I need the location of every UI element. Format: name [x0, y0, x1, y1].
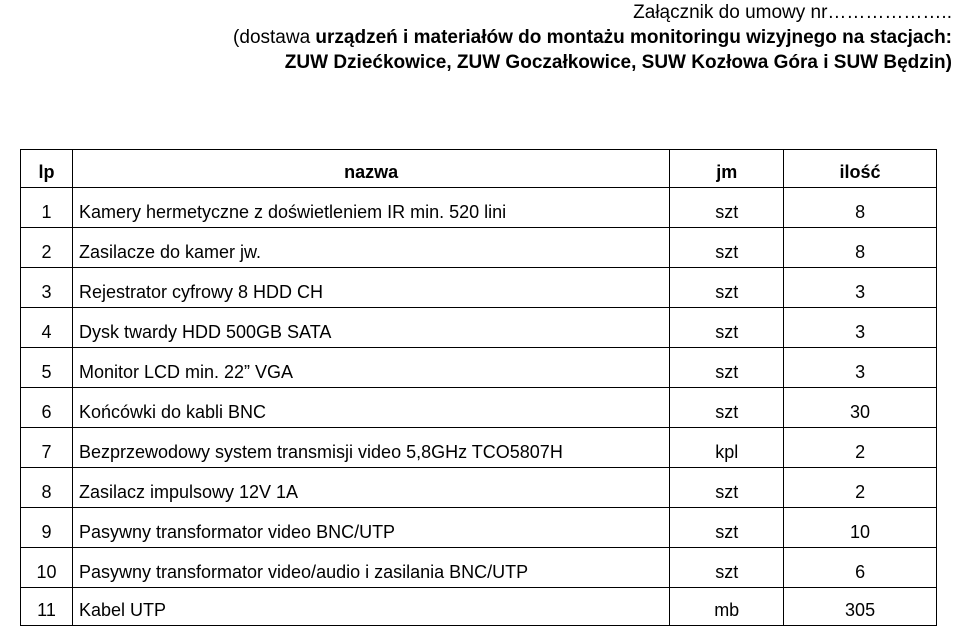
row-unit: kpl [670, 428, 784, 468]
row-lp: 6 [21, 388, 73, 428]
table-row [21, 428, 937, 468]
row-unit: szt [670, 548, 784, 588]
row-lp: 3 [21, 268, 73, 308]
row-lp: 1 [21, 188, 73, 228]
row-lp: 5 [21, 348, 73, 388]
equipment-table [20, 149, 937, 626]
row-unit: szt [670, 508, 784, 548]
row-quantity: 6 [784, 548, 937, 588]
row-name: Końcówki do kabli BNC [72, 388, 669, 428]
row-unit: szt [670, 268, 784, 308]
row-quantity: 3 [784, 268, 937, 308]
row-lp: 10 [21, 548, 73, 588]
table-row [21, 548, 937, 588]
table-row [21, 388, 937, 428]
row-name: Bezprzewodowy system transmisji video 5,8GHz TCO5807H [72, 428, 669, 468]
table-row [21, 508, 937, 548]
row-lp: 8 [21, 468, 73, 508]
header-quantity: ilość [784, 150, 937, 188]
row-name: Pasywny transformator video BNC/UTP [72, 508, 669, 548]
table-row [21, 348, 937, 388]
table-body [21, 188, 937, 626]
row-quantity: 3 [784, 348, 937, 388]
row-unit: szt [670, 348, 784, 388]
table-row [21, 188, 937, 228]
row-quantity: 2 [784, 468, 937, 508]
row-name: Dysk twardy HDD 500GB SATA [72, 308, 669, 348]
table-row [21, 308, 937, 348]
delivery-description-line [152, 25, 952, 50]
attachment-title: Załącznik do umowy nr……………….. [633, 2, 952, 23]
header-unit: jm [670, 150, 784, 188]
row-lp: 7 [21, 428, 73, 468]
header-lp: lp [21, 150, 73, 188]
row-name: Zasilacze do kamer jw. [72, 228, 669, 268]
table-row [21, 468, 937, 508]
table-header-row [21, 150, 937, 188]
delivery-prefix: (dostawa [233, 27, 316, 48]
row-quantity: 8 [784, 228, 937, 268]
table-row [21, 268, 937, 308]
table-row [21, 588, 937, 626]
delivery-description-bold: urządzeń i materiałów do montażu monitoringu wizyjnego na stacjach: [315, 27, 952, 48]
row-unit: szt [670, 388, 784, 428]
row-quantity: 3 [784, 308, 937, 348]
row-unit: szt [670, 228, 784, 268]
row-lp: 2 [21, 228, 73, 268]
document-header [152, 0, 952, 75]
row-name: Rejestrator cyfrowy 8 HDD CH [72, 268, 669, 308]
row-name: Kabel UTP [72, 588, 669, 626]
row-name: Pasywny transformator video/audio i zasilania BNC/UTP [72, 548, 669, 588]
row-lp: 11 [21, 588, 73, 626]
row-name: Monitor LCD min. 22” VGA [72, 348, 669, 388]
row-quantity: 305 [784, 588, 937, 626]
row-quantity: 2 [784, 428, 937, 468]
row-name: Kamery hermetyczne z doświetleniem IR min. 520 lini [72, 188, 669, 228]
row-lp: 9 [21, 508, 73, 548]
row-unit: mb [670, 588, 784, 626]
row-lp: 4 [21, 308, 73, 348]
row-unit: szt [670, 468, 784, 508]
row-quantity: 8 [784, 188, 937, 228]
row-unit: szt [670, 188, 784, 228]
row-unit: szt [670, 308, 784, 348]
row-quantity: 10 [784, 508, 937, 548]
stations-list: ZUW Dziećkowice, ZUW Goczałkowice, SUW Kozłowa Góra i SUW Będzin) [284, 52, 952, 73]
table-row [21, 228, 937, 268]
header-name: nazwa [72, 150, 669, 188]
row-quantity: 30 [784, 388, 937, 428]
row-name: Zasilacz impulsowy 12V 1A [72, 468, 669, 508]
